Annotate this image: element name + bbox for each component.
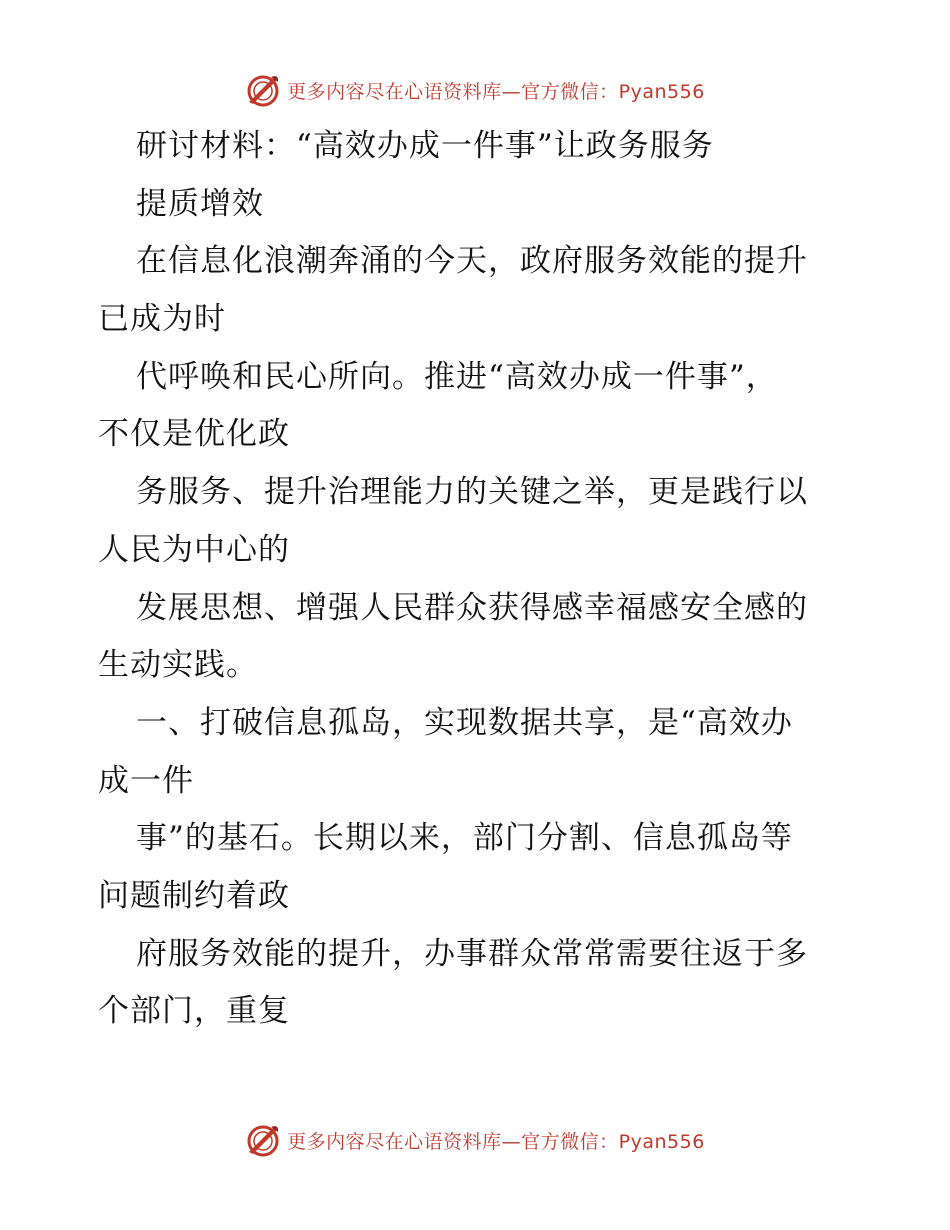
document-line: 提质增效 bbox=[136, 185, 264, 222]
document-line: 问题制约着政 bbox=[98, 877, 290, 914]
document-line: 务服务、提升治理能力的关键之举，更是践行以 bbox=[136, 474, 808, 511]
banner-content bbox=[245, 1122, 705, 1158]
quill-pen-logo-icon bbox=[245, 1122, 281, 1158]
document-line: 发展思想、增强人民群众获得感幸福感安全感的 bbox=[136, 589, 808, 626]
document-line: 事”的基石。长期以来，部门分割、信息孤岛等 bbox=[136, 820, 793, 857]
document-line: 人民为中心的 bbox=[98, 531, 290, 568]
quill-pen-logo-icon bbox=[245, 72, 281, 108]
document-line: 一、打破信息孤岛，实现数据共享，是“高效办 bbox=[136, 704, 793, 741]
banner-wechat-text: 官方微信：Pyan556 bbox=[521, 1130, 705, 1153]
banner-wechat-text: 官方微信：Pyan556 bbox=[521, 80, 705, 103]
document-line: 研讨材料：“高效办成一件事”让政务服务 bbox=[136, 128, 714, 164]
document-line: 在信息化浪潮奔涌的今天，政府服务效能的提升 bbox=[136, 243, 808, 280]
document-body bbox=[98, 118, 898, 1041]
document-line: 不仅是优化政 bbox=[98, 416, 290, 453]
document-line: 已成为时 bbox=[98, 301, 226, 338]
banner-text bbox=[287, 1127, 705, 1154]
document-line: 成一件 bbox=[98, 762, 194, 799]
banner-separator: — bbox=[501, 1130, 522, 1153]
banner-separator: — bbox=[501, 80, 522, 103]
banner-main-text: 更多内容尽在心语资料库 bbox=[287, 80, 502, 103]
document-line: 个部门，重复 bbox=[98, 993, 290, 1030]
banner-main-text: 更多内容尽在心语资料库 bbox=[287, 1130, 502, 1153]
document-line: 府服务效能的提升，办事群众常常需要往返于多 bbox=[136, 935, 808, 972]
document-line: 生动实践。 bbox=[98, 647, 258, 684]
header-watermark-banner bbox=[0, 70, 950, 110]
banner-content bbox=[245, 72, 705, 108]
banner-text bbox=[287, 77, 705, 104]
footer-watermark-banner bbox=[0, 1120, 950, 1160]
document-line: 代呼唤和民心所向。推进“高效办成一件事”， bbox=[136, 358, 778, 395]
